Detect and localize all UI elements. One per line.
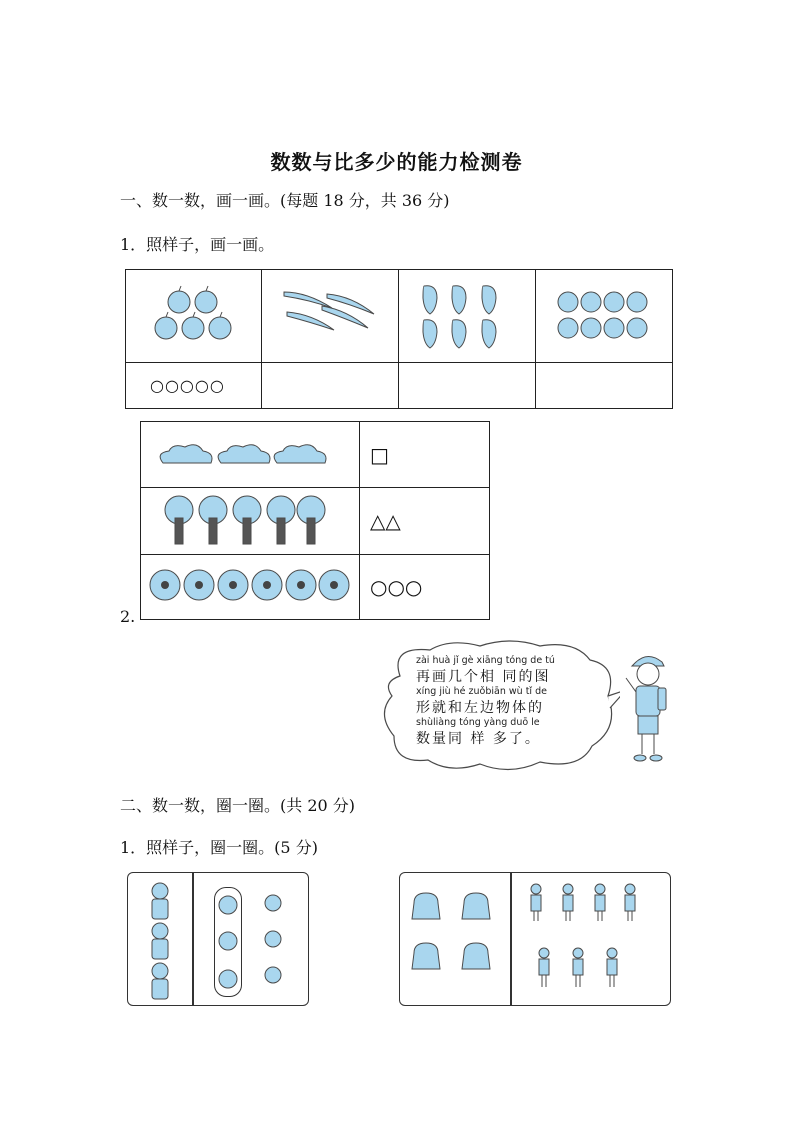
clouds-symbols: □	[360, 422, 490, 488]
tomatoes-icon	[536, 270, 672, 358]
q1-table	[125, 269, 673, 409]
balls-cell	[141, 555, 360, 620]
section-2-heading: 二、数一数，圈一圈。(共 20 分)	[120, 796, 356, 815]
trees-icon	[141, 488, 359, 550]
bubble-pinyin-3: shùliàng tóng yàng duō le	[416, 717, 540, 728]
children-icon	[524, 881, 664, 999]
clouds-icon	[141, 423, 359, 483]
section-2-question-1-label: 1．照样子，圈一圈。(5 分)	[120, 838, 318, 857]
apples-icon	[126, 270, 261, 358]
divider	[510, 873, 512, 1005]
bubble-pinyin-2: xíng jiù hé zuǒbiān wù tǐ de	[416, 686, 547, 697]
tomatoes-cell	[536, 270, 673, 363]
answer-cell-strawberries[interactable]	[399, 363, 536, 409]
soccer-balls-icon	[141, 555, 359, 615]
divider	[192, 873, 194, 1005]
strawberries-icon	[399, 270, 535, 358]
bubble-pinyin-1: zài huà jǐ gè xiāng tóng de tú	[416, 655, 555, 666]
bananas-icon	[262, 270, 398, 358]
clouds-cell	[141, 422, 360, 488]
example-box	[127, 872, 309, 1006]
bubble-hanzi-3: 数量同 样 多了。	[416, 731, 541, 747]
example-balls-icon	[214, 887, 294, 997]
q2-table	[140, 421, 490, 620]
boy-illustration-icon	[622, 648, 672, 766]
exercise-box	[399, 872, 671, 1006]
bubble-text	[416, 655, 555, 748]
trees-symbols: △△	[360, 488, 490, 555]
bubble-hanzi-1: 再画几个相 同的图	[416, 669, 551, 685]
balls-symbols: ○○○	[360, 555, 490, 620]
example-answer-cell: ○○○○○	[126, 363, 262, 409]
trees-cell	[141, 488, 360, 555]
chairs-icon	[406, 889, 506, 989]
page-title: 数数与比多少的能力检测卷	[270, 150, 523, 174]
kids-icon	[142, 879, 186, 1001]
answer-cell-bananas[interactable]	[262, 363, 399, 409]
strawberries-cell	[399, 270, 536, 363]
bananas-cell	[262, 270, 399, 363]
section-1-heading: 一、数一数，画一画。(每题 18 分，共 36 分)	[120, 191, 450, 210]
apples-cell	[126, 270, 262, 363]
bubble-hanzi-2: 形就和左边物体的	[416, 700, 544, 716]
answer-cell-tomatoes[interactable]	[536, 363, 673, 409]
question-1-label: 1．照样子，画一画。	[120, 235, 275, 254]
question-2-label: 2.	[120, 607, 136, 626]
